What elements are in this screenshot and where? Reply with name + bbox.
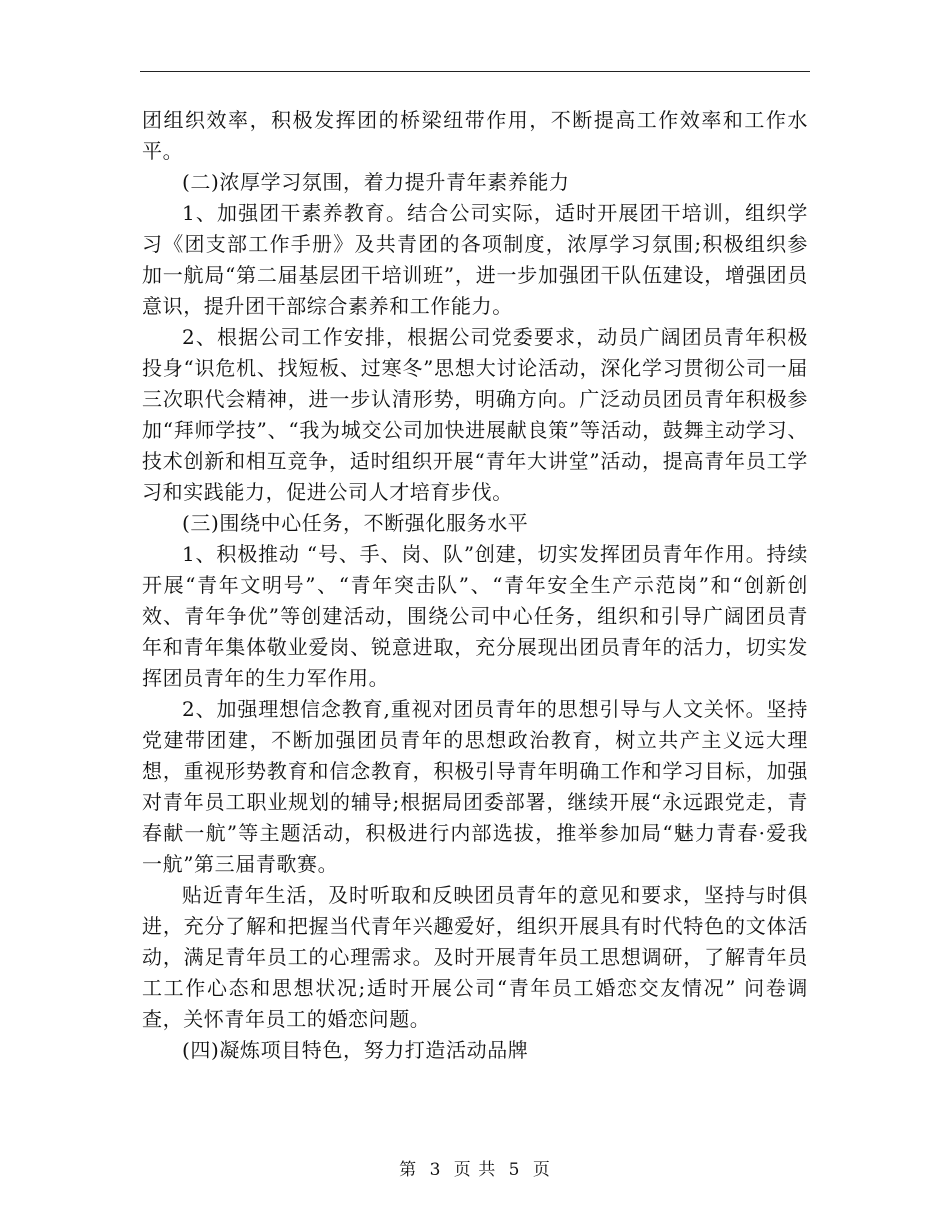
section-heading-2: (二)浓厚学习氛围，着力提升青年素养能力 [182,170,570,194]
footer-suffix: 页 [532,1160,551,1180]
header-rule [140,71,810,72]
paragraph-item-1: 1、积极推动 “号、手、岗、队”创建，切实发挥团员青年作用。持续开展“青年文明号”、“青年突击队”、“青年安全生产示范岗”和“创新创效、青年争优”等创建活动，围绕公司中心任务，组织和引导广阔团员青年和青年集体敬业爱岗、锐意进取，充分展现出团员青年的活力，切实发挥团员青年的生力军作用。 [142,542,808,690]
page-total: 5 [508,1160,521,1180]
paragraph-body: 贴近青年生活，及时听取和反映团员青年的意见和要求，坚持与时俱进，充分了解和把握当代青年兴趣爱好，组织开展具有时代特色的文体活动，满足青年员工的心理需求。及时开展青年员工思想调研，了解青年员工工作心态和思想状况;适时开展公司“青年员工婚恋交友情况” 问卷调查，关怀青年员工的婚恋问题。 [142,883,808,1031]
page-number: 3 [429,1160,442,1180]
page-footer [0,1155,950,1180]
section-heading-3: (三)围绕中心任务，不断强化服务水平 [182,511,529,535]
section-heading-4: (四)凝炼项目特色，努力打造活动品牌 [182,1038,529,1062]
paragraph-item-1: 1、加强团干素养教育。结合公司实际，适时开展团干培训，组织学习《团支部工作手册》及共青团的各项制度，浓厚学习氛围;积极组织参加一航局“第二届基层团干培训班”，进一步加强团干队伍建设，增强团员意识，提升团干部综合素养和工作能力。 [142,201,808,318]
footer-middle: 页 共 [453,1160,497,1180]
paragraph-item-2: 2、加强理想信念教育,重视对团员青年的思想引导与人文关怀。坚持党建带团建，不断加强团员青年的思想政治教育，树立共产主义远大理想，重视形势教育和信念教育，积极引导青年明确工作和学习目标，加强对青年员工职业规划的辅导;根据局团委部署，继续开展“永远跟党走，青春献一航”等主题活动，积极进行内部选拔，推举参加局“魅力青春·爱我一航”第三届青歌赛。 [142,697,808,876]
document-body [142,105,808,1066]
paragraph-continuation: 团组织效率，积极发挥团的桥梁纽带作用，不断提高工作效率和工作水平。 [142,108,808,163]
paragraph-item-2: 2、根据公司工作安排，根据公司党委要求，动员广阔团员青年积极投身“识危机、找短板、过寒冬”思想大讨论活动，深化学习贯彻公司一届三次职代会精神，进一步认清形势，明确方向。广泛动员团员青年积极参加“拜师学技”、“我为城交公司加快进展献良策”等活动，鼓舞主动学习、技术创新和相互竞争，适时组织开展“青年大讲堂”活动，提高青年员工学习和实践能力，促进公司人才培育步伐。 [142,325,808,504]
footer-prefix: 第 [399,1160,418,1180]
